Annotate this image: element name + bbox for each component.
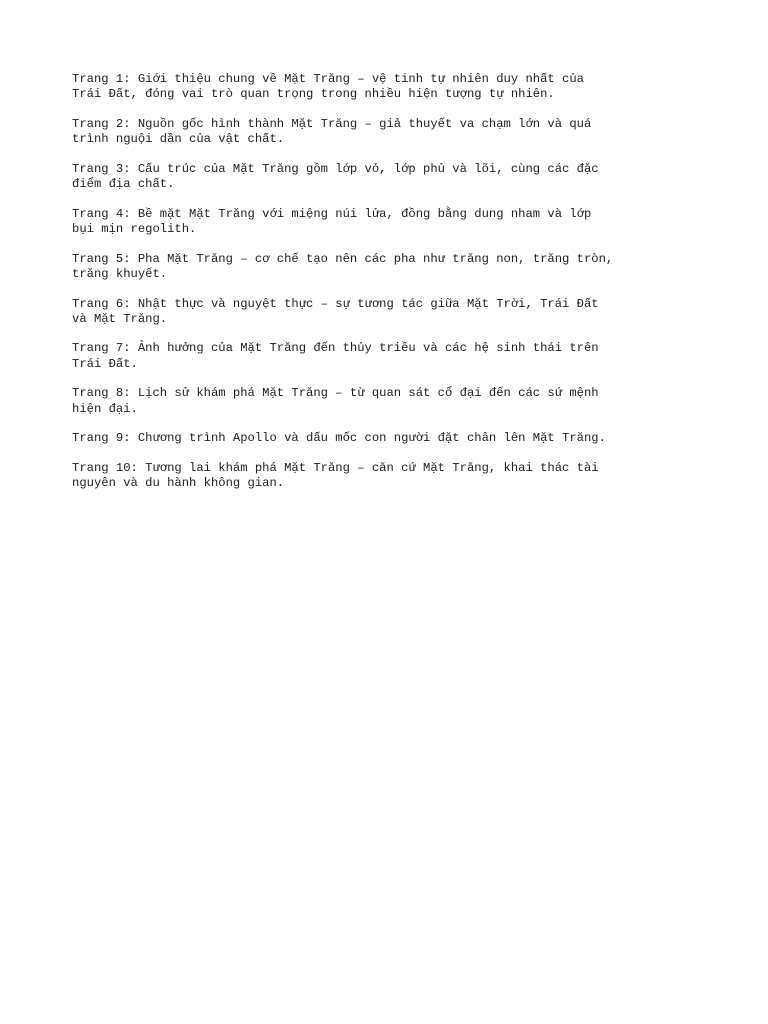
paragraph-page-8: Trang 8: Lịch sử khám phá Mặt Trăng – từ quan sát cổ đại đến các sứ mệnh hiện đại. [72,386,599,416]
paragraph-page-2: Trang 2: Nguồn gốc hình thành Mặt Trăng – giả thuyết va chạm lớn và quá trình nguội dần của vật chất. [72,116,592,147]
paragraph-page-9: Trang 9: Chương trình Apollo và dấu mốc con người đặt chân lên Mặt Trăng. [72,431,606,446]
paragraph-page-10: Trang 10: Tương lai khám phá Mặt Trăng – căn cứ Mặt Trăng, khai thác tài nguyên và du hành không gian. [72,460,599,491]
paragraph-page-7: Trang 7: Ảnh hưởng của Mặt Trăng đến thủy triều và các hệ sinh thái trên Trái Đất. [72,341,599,371]
paragraph-page-1: Trang 1: Giới thiệu chung về Mặt Trăng – vệ tinh tự nhiên duy nhất của Trái Đất, đóng vai trò quan trọng trong nhiều hiện tượng tự nhiên. [72,72,584,102]
paragraph-page-3: Trang 3: Cấu trúc của Mặt Trăng gồm lớp vỏ, lớp phủ và lõi, cùng các đặc điểm địa chất. [72,161,599,192]
paragraph-page-4: Trang 4: Bề mặt Mặt Trăng với miệng núi lửa, đồng bằng dung nham và lớp bụi mịn regolith. [72,206,592,236]
paragraph-page-5: Trang 5: Pha Mặt Trăng – cơ chế tạo nên các pha như trăng non, trăng tròn, trăng khuyết. [72,251,614,281]
document-body [72,72,620,506]
paragraph-page-6: Trang 6: Nhật thực và nguyệt thực – sự tương tác giữa Mặt Trời, Trái Đất và Mặt Trăng. [72,296,599,326]
